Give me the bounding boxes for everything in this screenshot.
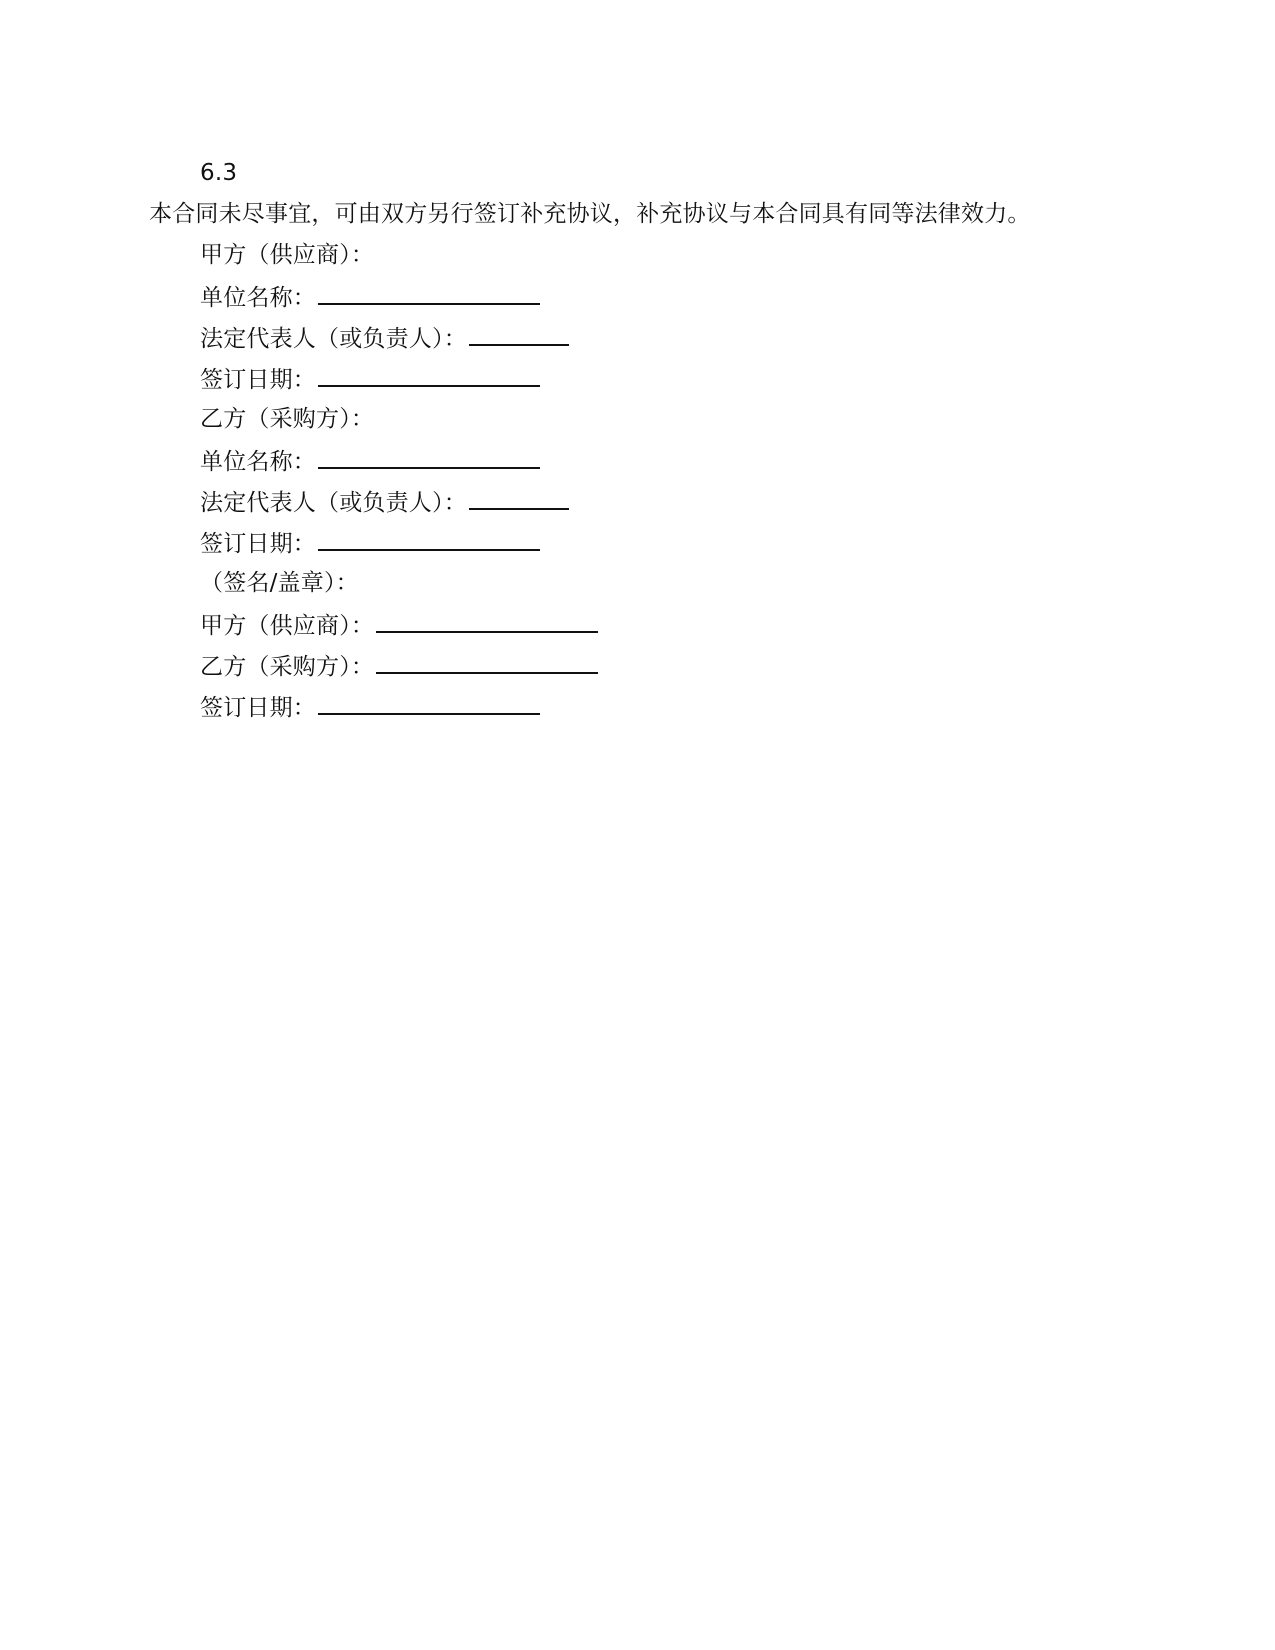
unit-name-label: 单位名称： <box>200 285 316 311</box>
signature-sign-date-label: 签订日期： <box>200 695 316 721</box>
party-b-unit-name-row <box>200 445 540 477</box>
signature-sign-date-blank <box>318 691 540 715</box>
signature-party-b-label: 乙方（采购方）： <box>200 654 375 680</box>
sign-date-label: 签订日期： <box>200 367 316 393</box>
sign-date-label: 签订日期： <box>200 531 316 557</box>
legal-rep-blank <box>469 322 569 346</box>
unit-name-blank <box>318 281 540 305</box>
signature-party-a-label: 甲方（供应商）： <box>200 613 375 639</box>
unit-name-label: 单位名称： <box>200 449 316 475</box>
signature-party-b-blank <box>376 650 598 674</box>
sign-date-blank <box>318 527 540 551</box>
party-a-unit-name-row <box>200 281 540 313</box>
signature-sign-date-row <box>200 691 540 723</box>
section-number: 6.3 <box>200 160 238 186</box>
party-b-legal-rep-row <box>200 486 569 518</box>
signature-party-a-row <box>200 609 598 641</box>
party-b-sign-date-row <box>200 527 540 559</box>
signature-heading: （签名/盖章）： <box>200 570 359 596</box>
legal-rep-label: 法定代表人（或负责人）： <box>200 326 467 352</box>
legal-rep-label: 法定代表人（或负责人）： <box>200 490 467 516</box>
sign-date-blank <box>318 363 540 387</box>
unit-name-blank <box>318 445 540 469</box>
party-a-legal-rep-row <box>200 322 569 354</box>
party-a-sign-date-row <box>200 363 540 395</box>
clause-text: 本合同未尽事宜，可由双方另行签订补充协议，补充协议与本合同具有同等法律效力。 <box>149 201 1031 227</box>
signature-party-b-row <box>200 650 598 682</box>
legal-rep-blank <box>469 486 569 510</box>
party-a-heading: 甲方（供应商）： <box>200 242 375 268</box>
signature-party-a-blank <box>376 609 598 633</box>
party-b-heading: 乙方（采购方）： <box>200 406 375 432</box>
